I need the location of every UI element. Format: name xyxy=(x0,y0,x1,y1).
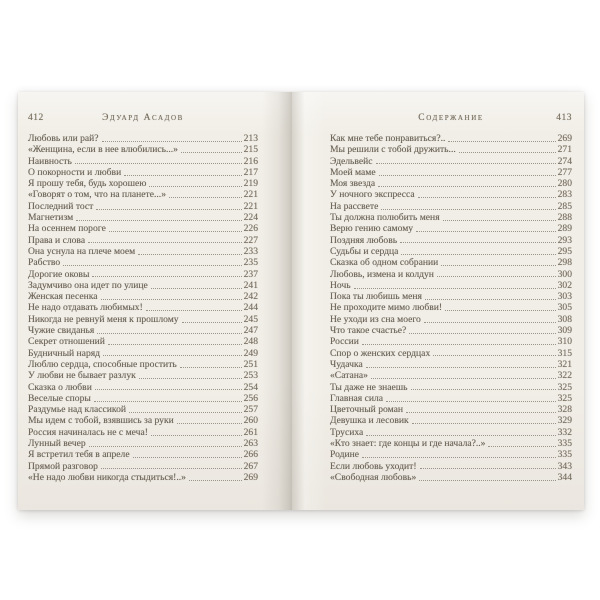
dot-leader xyxy=(189,480,242,481)
toc-entry xyxy=(28,223,258,234)
entry-page: 344 xyxy=(557,471,572,483)
toc-entry xyxy=(28,269,258,280)
entry-page: 300 xyxy=(557,268,572,280)
dot-leader xyxy=(95,389,242,390)
entry-page: 321 xyxy=(557,358,572,370)
toc-list-left xyxy=(28,133,258,483)
dot-leader xyxy=(129,412,242,413)
dot-leader xyxy=(433,355,555,356)
toc-entry xyxy=(330,336,572,347)
toc-entry xyxy=(28,133,258,144)
toc-entry xyxy=(330,257,572,268)
entry-title: Лунный вечер xyxy=(28,438,86,450)
entry-page: 305 xyxy=(557,302,572,314)
entry-page: 288 xyxy=(557,212,572,224)
entry-title: «Сатана» xyxy=(330,370,368,382)
dot-leader xyxy=(416,231,556,232)
entry-title: Любовь или рай? xyxy=(28,133,99,144)
entry-page: 325 xyxy=(557,381,572,393)
toc-entry xyxy=(28,393,258,404)
entry-page: 328 xyxy=(557,404,572,416)
entry-page: 298 xyxy=(557,257,572,269)
toc-entry xyxy=(330,393,572,404)
dot-leader xyxy=(362,457,556,458)
entry-title: Как мне тебе понравиться?.. xyxy=(330,133,446,144)
entry-title: Цветочный роман xyxy=(330,404,404,416)
entry-page: 251 xyxy=(243,358,258,370)
toc-entry xyxy=(28,449,258,460)
dot-leader xyxy=(103,355,242,356)
entry-page: 266 xyxy=(243,449,258,461)
entry-page: 308 xyxy=(557,313,572,325)
entry-title: Сказка об одном собрании xyxy=(330,257,439,269)
entry-page: 271 xyxy=(557,144,572,156)
entry-title: Раздумье над классикой xyxy=(28,404,126,416)
entry-page: 235 xyxy=(243,257,258,269)
entry-page: 213 xyxy=(243,133,258,144)
dot-leader xyxy=(149,186,241,187)
entry-title: Ты даже не знаешь xyxy=(330,381,408,393)
toc-entry xyxy=(28,144,258,155)
entry-page: 335 xyxy=(557,449,572,461)
book-spread xyxy=(18,92,584,510)
entry-title: Мы идем с тобой, взявшись за руки xyxy=(28,415,174,427)
toc-entry xyxy=(28,438,258,449)
entry-title: Никогда не ревнуй меня к прошлому xyxy=(28,313,179,325)
entry-page: 227 xyxy=(243,234,258,246)
dot-leader xyxy=(448,141,555,142)
dot-leader xyxy=(139,378,242,379)
entry-title: У любви не бывает разлук xyxy=(28,370,136,382)
entry-title: «Не надо любви никогда стыдиться!..» xyxy=(28,471,186,483)
toc-entry xyxy=(330,348,572,359)
entry-page: 226 xyxy=(243,223,258,235)
toc-entry xyxy=(28,404,258,415)
entry-title: Верю гению самому xyxy=(330,223,414,235)
entry-title: Рабство xyxy=(28,257,61,269)
entry-page: 269 xyxy=(557,133,572,144)
dot-leader xyxy=(96,209,241,210)
dot-leader xyxy=(97,333,241,334)
dot-leader xyxy=(371,378,556,379)
toc-entry xyxy=(330,156,572,167)
entry-page: 310 xyxy=(557,336,572,348)
entry-page: 247 xyxy=(243,325,258,337)
entry-page: 241 xyxy=(243,279,258,291)
dot-leader xyxy=(89,446,242,447)
entry-page: 285 xyxy=(557,200,572,212)
entry-page: 221 xyxy=(243,189,258,201)
entry-title: О покорности и любви xyxy=(28,166,122,178)
entry-page: 242 xyxy=(243,291,258,303)
entry-title: На осеннем пороге xyxy=(28,223,106,235)
toc-entry xyxy=(28,235,258,246)
toc-entry xyxy=(330,178,572,189)
entry-title: Если любовь уходит! xyxy=(330,460,417,472)
toc-entry xyxy=(28,382,258,393)
entry-title: Что такое счастье? xyxy=(330,325,407,337)
toc-entry xyxy=(330,438,572,449)
toc-list-right xyxy=(330,133,572,483)
toc-entry xyxy=(330,269,572,280)
entry-page: 295 xyxy=(557,245,572,257)
entry-title: Будничный наряд xyxy=(28,347,101,359)
toc-entry xyxy=(28,189,258,200)
entry-page: 254 xyxy=(243,381,258,393)
entry-title: Мы решили с тобой дружить... xyxy=(330,144,456,156)
dot-leader xyxy=(169,197,242,198)
dot-leader xyxy=(441,265,555,266)
running-head-right: Содержание xyxy=(418,113,484,123)
toc-entry xyxy=(28,348,258,359)
entry-title: Я прошу тебя, будь хорошею xyxy=(28,178,147,190)
entry-page: 269 xyxy=(243,471,258,483)
dot-leader xyxy=(378,186,555,187)
entry-title: Не проходите мимо любви! xyxy=(330,302,443,314)
dot-leader xyxy=(424,322,556,323)
entry-page: 257 xyxy=(243,404,258,416)
entry-title: Девушка и лесовик xyxy=(330,415,409,427)
folio-left: 412 xyxy=(28,113,44,123)
toc-entry xyxy=(28,201,258,212)
dot-leader xyxy=(379,175,556,176)
entry-title: «Женщина, если в нее влюбились...» xyxy=(28,144,178,156)
toc-entry xyxy=(330,212,572,223)
entry-page: 343 xyxy=(557,460,572,472)
dot-leader xyxy=(406,412,556,413)
entry-page: 256 xyxy=(243,392,258,404)
dot-leader xyxy=(63,265,241,266)
dot-leader xyxy=(362,344,556,345)
entry-title: Эдельвейс xyxy=(330,155,373,167)
entry-title: Моя звезда xyxy=(330,178,376,190)
dot-leader xyxy=(109,231,242,232)
entry-page: 277 xyxy=(557,166,572,178)
entry-page: 253 xyxy=(243,370,258,382)
dot-leader xyxy=(425,299,556,300)
dot-leader xyxy=(124,175,241,176)
entry-page: 260 xyxy=(243,415,258,427)
entry-title: «Свободная любовь» xyxy=(330,471,417,483)
toc-entry xyxy=(28,280,258,291)
dot-leader xyxy=(101,299,242,300)
entry-page: 249 xyxy=(243,347,258,359)
entry-page: 335 xyxy=(557,438,572,450)
entry-title: Ночь xyxy=(330,279,351,291)
entry-title: «Говорят о том, что на планете...» xyxy=(28,189,166,201)
toc-entry xyxy=(330,359,572,370)
entry-page: 248 xyxy=(243,336,258,348)
entry-title: Пока ты любишь меня xyxy=(330,291,422,303)
dot-leader xyxy=(108,344,242,345)
toc-entry xyxy=(330,223,572,234)
entry-title: Не надо отдавать любимых! xyxy=(28,302,143,314)
toc-entry xyxy=(28,167,258,178)
toc-entry xyxy=(28,427,258,438)
dot-leader xyxy=(75,163,242,164)
entry-page: 245 xyxy=(243,313,258,325)
dot-leader xyxy=(151,435,242,436)
entry-title: Трусиха xyxy=(330,426,364,438)
page-header-right xyxy=(330,112,572,124)
toc-entry xyxy=(330,133,572,144)
entry-title: Права и слова xyxy=(28,234,86,246)
entry-title: Чужие свиданья xyxy=(28,325,95,337)
dot-leader xyxy=(459,152,556,153)
page-left xyxy=(18,92,292,510)
entry-page: 244 xyxy=(243,302,258,314)
entry-title: Родине xyxy=(330,449,360,461)
entry-title: Магнетизм xyxy=(28,212,74,224)
dot-leader xyxy=(411,389,556,390)
toc-entry xyxy=(330,189,572,200)
entry-page: 274 xyxy=(557,155,572,167)
entry-title: Моей маме xyxy=(330,166,376,178)
entry-title: На рассвете xyxy=(330,200,379,212)
toc-entry xyxy=(330,370,572,381)
page-right xyxy=(292,92,584,510)
toc-entry xyxy=(330,382,572,393)
dot-leader xyxy=(366,367,556,368)
toc-entry xyxy=(28,359,258,370)
dot-leader xyxy=(488,446,555,447)
entry-title: Последний тост xyxy=(28,200,94,212)
toc-entry xyxy=(28,291,258,302)
dot-leader xyxy=(443,220,556,221)
toc-entry xyxy=(28,212,258,223)
toc-entry xyxy=(28,257,258,268)
entry-page: 217 xyxy=(243,166,258,178)
toc-entry xyxy=(330,280,572,291)
entry-page: 221 xyxy=(243,200,258,212)
entry-title: «Кто знает: где концы и где начала?..» xyxy=(330,438,486,450)
toc-entry xyxy=(28,461,258,472)
entry-page: 237 xyxy=(243,268,258,280)
dot-leader xyxy=(101,468,242,469)
running-head-left: Эдуард Асадов xyxy=(102,113,184,123)
entry-page: 216 xyxy=(243,155,258,167)
toc-entry xyxy=(28,302,258,313)
toc-entry xyxy=(28,156,258,167)
folio-right: 413 xyxy=(556,113,572,123)
entry-page: 309 xyxy=(557,325,572,337)
toc-entry xyxy=(330,415,572,426)
dot-leader xyxy=(400,242,555,243)
toc-entry xyxy=(330,201,572,212)
page-header-left xyxy=(28,112,258,124)
toc-entry xyxy=(330,235,572,246)
toc-entry xyxy=(28,336,258,347)
toc-entry xyxy=(28,246,258,257)
entry-title: Любовь, измена и колдун xyxy=(330,268,434,280)
dot-leader xyxy=(381,209,555,210)
entry-page: 261 xyxy=(243,426,258,438)
entry-page: 215 xyxy=(243,144,258,156)
entry-title: Веселые споры xyxy=(28,392,91,404)
entry-page: 233 xyxy=(243,245,258,257)
toc-entry xyxy=(330,472,572,483)
entry-title: Спор о женских сердцах xyxy=(330,347,431,359)
entry-title: Она уснула на плече моем xyxy=(28,245,136,257)
toc-entry xyxy=(28,472,258,483)
entry-page: 293 xyxy=(557,234,572,246)
entry-page: 289 xyxy=(557,223,572,235)
toc-entry xyxy=(28,178,258,189)
entry-title: Судьбы и сердца xyxy=(330,245,399,257)
toc-entry xyxy=(330,404,572,415)
entry-title: Чудачка xyxy=(330,358,363,370)
entry-page: 315 xyxy=(557,347,572,359)
dot-leader xyxy=(102,141,242,142)
entry-title: Главная сила xyxy=(330,392,384,404)
entry-title: Дорогие оковы xyxy=(28,268,90,280)
dot-leader xyxy=(181,152,242,153)
toc-entry xyxy=(330,144,572,155)
toc-entry xyxy=(330,291,572,302)
entry-title: Россия начиналась не с меча! xyxy=(28,426,148,438)
entry-title: Задумчиво она идет по улице xyxy=(28,279,148,291)
dot-leader xyxy=(437,276,556,277)
dot-leader xyxy=(177,423,242,424)
dot-leader xyxy=(401,254,555,255)
toc-entry xyxy=(28,370,258,381)
toc-entry xyxy=(28,415,258,426)
entry-page: 219 xyxy=(243,178,258,190)
entry-page: 283 xyxy=(557,189,572,201)
entry-title: Я встретил тебя в апреле xyxy=(28,449,130,461)
entry-title: Люблю сердца, способные простить xyxy=(28,358,177,370)
entry-title: У ночного экспресса xyxy=(330,189,415,201)
entry-title: России xyxy=(330,336,359,348)
entry-title: Не уходи из сна моего xyxy=(330,313,421,325)
toc-entry xyxy=(330,461,572,472)
entry-page: 332 xyxy=(557,426,572,438)
toc-entry xyxy=(330,167,572,178)
entry-page: 224 xyxy=(243,212,258,224)
toc-entry xyxy=(330,427,572,438)
dot-leader xyxy=(419,480,555,481)
entry-page: 325 xyxy=(557,392,572,404)
toc-entry xyxy=(330,246,572,257)
entry-title: Сказка о любви xyxy=(28,381,92,393)
dot-leader xyxy=(88,242,242,243)
dot-leader xyxy=(409,333,555,334)
dot-leader xyxy=(94,401,242,402)
dot-leader xyxy=(146,310,242,311)
entry-title: Секрет отношений xyxy=(28,336,105,348)
dot-leader xyxy=(182,322,242,323)
dot-leader xyxy=(138,254,241,255)
dot-leader xyxy=(412,423,556,424)
entry-page: 303 xyxy=(557,291,572,303)
dot-leader xyxy=(366,435,555,436)
entry-page: 280 xyxy=(557,178,572,190)
entry-page: 329 xyxy=(557,415,572,427)
dot-leader xyxy=(133,457,242,458)
toc-entry xyxy=(330,314,572,325)
entry-title: Прямой разговор xyxy=(28,460,98,472)
toc-entry xyxy=(330,325,572,336)
toc-entry xyxy=(330,302,572,313)
entry-title: Ты должна полюбить меня xyxy=(330,212,440,224)
dot-leader xyxy=(92,276,241,277)
entry-title: Поздняя любовь xyxy=(330,234,398,246)
dot-leader xyxy=(376,163,556,164)
toc-entry xyxy=(28,314,258,325)
entry-title: Женская песенка xyxy=(28,291,98,303)
dot-leader xyxy=(180,367,242,368)
entry-page: 322 xyxy=(557,370,572,382)
dot-leader xyxy=(354,288,556,289)
dot-leader xyxy=(418,197,556,198)
dot-leader xyxy=(151,288,242,289)
toc-entry xyxy=(330,449,572,460)
dot-leader xyxy=(420,468,556,469)
dot-leader xyxy=(76,220,241,221)
entry-title: Наивность xyxy=(28,155,72,167)
entry-page: 302 xyxy=(557,279,572,291)
dot-leader xyxy=(386,401,556,402)
toc-entry xyxy=(28,325,258,336)
entry-page: 263 xyxy=(243,438,258,450)
entry-page: 267 xyxy=(243,460,258,472)
dot-leader xyxy=(445,310,556,311)
